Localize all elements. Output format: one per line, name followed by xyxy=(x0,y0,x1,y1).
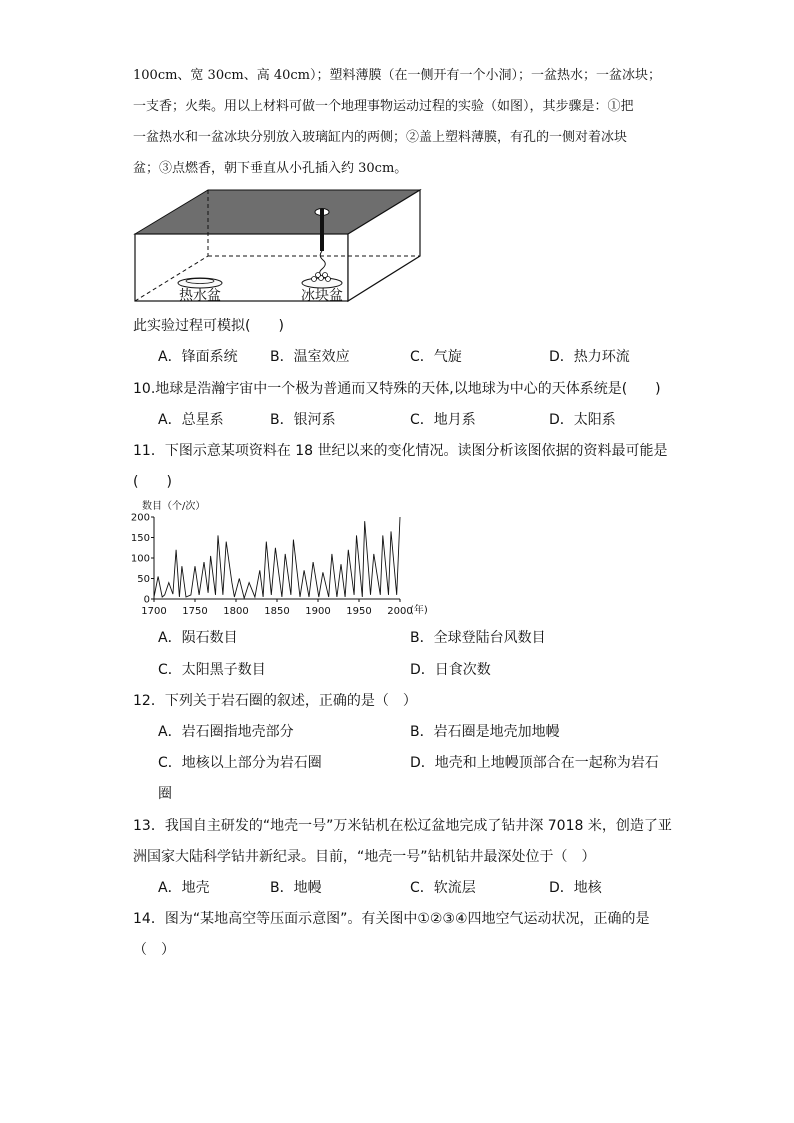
q12-option-a[interactable]: A．岩石圈指地壳部分 xyxy=(158,724,294,740)
q11-option-a[interactable]: A．陨石数目 xyxy=(158,630,238,646)
q9-option-b[interactable]: B．温室效应 xyxy=(270,349,350,365)
intro-line-3: 一盆热水和一盆冰块分别放入玻璃缸内的两侧；②盖上塑料薄膜，有孔的一侧对着冰块 xyxy=(133,130,628,145)
q11-option-b[interactable]: B．全球登陆台风数目 xyxy=(410,630,546,646)
q13-stem-line-1: 13．我国自主研发的“地壳一号”万米钻机在松辽盆地完成了钻井深 7018 米，创造了亚 xyxy=(133,818,672,834)
q11-option-d[interactable]: D．日食次数 xyxy=(410,662,491,678)
chart-x-tick-label: 1950 xyxy=(346,606,372,617)
glass-box-figure xyxy=(128,186,428,306)
chart-x-tick-label: 1700 xyxy=(141,606,167,617)
hot-water-basin-icon xyxy=(178,278,222,288)
q10-option-c[interactable]: C．地月系 xyxy=(410,412,476,428)
q11-option-c[interactable]: C．太阳黑子数目 xyxy=(158,662,266,678)
q14-stem-line-2: （ ） xyxy=(133,942,175,958)
chart-series-line xyxy=(154,517,400,598)
chart-x-tick-label: 2000 xyxy=(387,606,413,617)
q9-option-a[interactable]: A．锋面系统 xyxy=(158,349,238,365)
q9-option-c[interactable]: C．气旋 xyxy=(410,349,462,365)
q10-option-d[interactable]: D．太阳系 xyxy=(549,412,616,428)
intro-line-1: 100cm、宽 30cm、高 40cm）；塑料薄膜（在一侧开有一个小洞）；一盆热水；一盆冰块； xyxy=(133,68,661,83)
chart-y-tick-label: 100 xyxy=(130,553,150,565)
chart-x-tick-label: 1750 xyxy=(182,606,208,617)
chart-x-tick-label: 1850 xyxy=(264,606,290,617)
chart-x-axis-label: (年) xyxy=(410,605,428,616)
q13-option-d[interactable]: D．地核 xyxy=(549,880,602,896)
q12-option-d[interactable]: D．地壳和上地幔顶部合在一起称为岩石 xyxy=(410,755,659,771)
chart-y-tick-label: 150 xyxy=(130,533,150,544)
chart-x-tick-label: 1900 xyxy=(305,606,331,617)
sunspot-line-chart xyxy=(128,495,438,620)
chart-y-axis-label: 数目（个/次） xyxy=(142,501,206,512)
q9-stem: 此实验过程可模拟( ) xyxy=(133,318,284,334)
intro-line-2: 一支香；火柴。用以上材料可做一个地理事物运动过程的实验（如图），其步骤是：①把 xyxy=(133,99,634,114)
q12-option-c[interactable]: C．地核以上部分为岩石圈 xyxy=(158,755,322,771)
q13-option-b[interactable]: B．地幔 xyxy=(270,880,322,896)
q13-option-a[interactable]: A．地壳 xyxy=(158,880,210,896)
q12-stem: 12．下列关于岩石圈的叙述，正确的是（ ） xyxy=(133,693,417,709)
q10-stem: 10.地球是浩瀚宇宙中一个极为普通而又特殊的天体,以地球为中心的天体系统是( ) xyxy=(133,381,661,397)
q10-option-a[interactable]: A．总星系 xyxy=(158,412,224,428)
q13-option-c[interactable]: C．软流层 xyxy=(410,880,476,896)
q14-stem-line-1: 14．图为“某地高空等压面示意图”。有关图中①②③④四地空气运动状况，正确的是 xyxy=(133,911,650,927)
chart-x-tick-label: 1800 xyxy=(223,606,249,617)
hot-water-label: 热水盆 xyxy=(179,288,221,304)
chart-y-tick-label: 0 xyxy=(143,594,150,606)
q9-option-d[interactable]: D．热力环流 xyxy=(549,349,630,365)
q10-option-b[interactable]: B．银河系 xyxy=(270,412,336,428)
q13-stem-line-2: 洲国家大陆科学钻井新纪录。目前，“地壳一号”钻机钻井最深处位于（ ） xyxy=(133,849,596,865)
ice-basin-label: 冰块盆 xyxy=(301,288,343,304)
q12-option-b[interactable]: B．岩石圈是地壳加地幔 xyxy=(410,724,560,740)
q11-stem-line-2: ( ) xyxy=(133,474,172,490)
q11-stem-line-1: 11．下图示意某项资料在 18 世纪以来的变化情况。读图分析该图依据的资料最可能是 xyxy=(133,443,668,459)
chart-y-tick-label: 50 xyxy=(137,574,150,585)
q12-option-d-continued: 圈 xyxy=(158,786,172,802)
chart-y-tick-label: 200 xyxy=(130,512,150,524)
intro-line-4: 盆；③点燃香，朝下垂直从小孔插入约 30cm。 xyxy=(133,161,408,176)
incense-stick xyxy=(320,209,324,251)
